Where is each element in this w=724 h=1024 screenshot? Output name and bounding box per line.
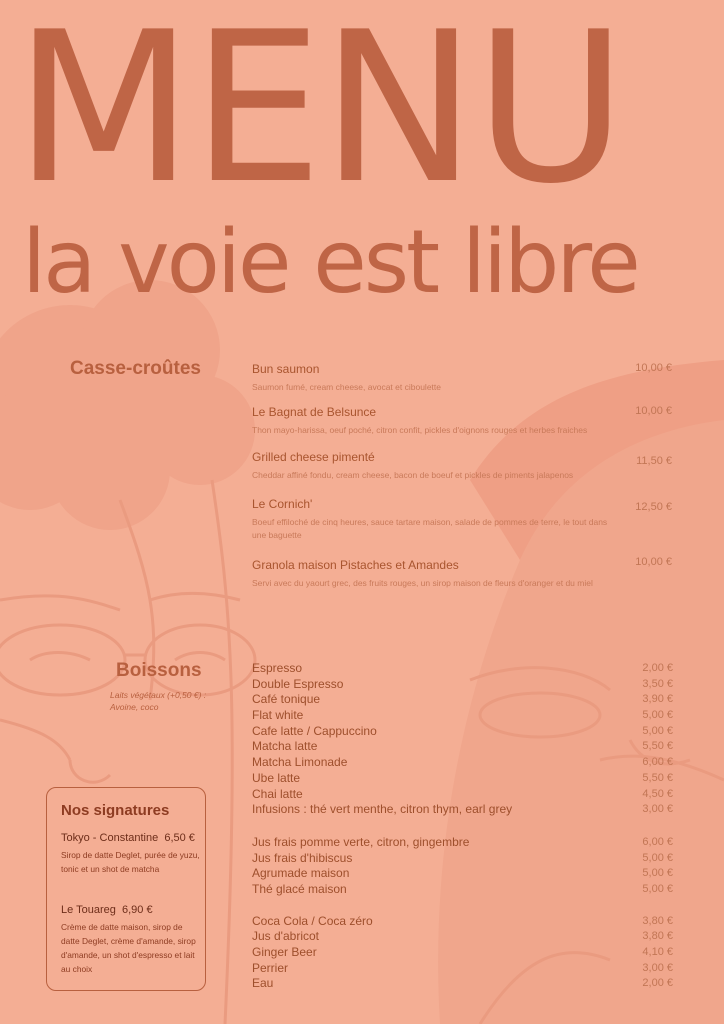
signature-description: Sirop de datte Deglet, purée de yuzu, tonic et un shot de matcha	[61, 850, 200, 874]
menu-title: MENU	[14, 0, 625, 230]
item-description: Saumon fumé, cream cheese, avocat et ciboulette	[252, 382, 441, 392]
drink-price: 5,50 €	[642, 771, 673, 784]
drink-price: 5,00 €	[642, 724, 673, 737]
menu-item	[252, 450, 672, 482]
drink-price: 6,00 €	[642, 756, 673, 769]
drink-name: Café tonique	[252, 692, 321, 707]
drink-price: 2,00 €	[642, 662, 673, 674]
drink-name: Matcha latte	[252, 739, 318, 754]
drink-price: 6,00 €	[642, 835, 673, 848]
drink-row	[252, 976, 673, 992]
drink-name: Flat white	[252, 708, 304, 723]
drink-name: Perrier	[252, 960, 289, 975]
drink-row	[252, 802, 673, 818]
drink-row	[252, 945, 673, 961]
item-price: 10,00 €	[635, 362, 672, 374]
menu-subtitle: la voie est libre	[22, 211, 638, 313]
drink-name: Coca Cola / Coca zéro	[252, 913, 373, 928]
drink-price: 3,90 €	[642, 693, 673, 706]
item-name: Le Bagnat de Belsunce	[252, 405, 377, 419]
drink-price: 3,00 €	[642, 803, 673, 816]
item-price: 10,00 €	[635, 405, 672, 417]
signature-name-text: Le Touareg	[61, 904, 116, 916]
menu-item	[252, 405, 672, 437]
drink-price: 3,50 €	[642, 677, 673, 690]
drink-row	[252, 708, 673, 724]
drink-row	[252, 787, 673, 803]
drink-row	[252, 771, 673, 787]
drink-row	[252, 851, 673, 867]
drink-price: 4,50 €	[642, 787, 673, 800]
drink-row	[252, 929, 673, 945]
drink-row	[252, 692, 673, 708]
plant-milk-note	[110, 689, 206, 713]
item-description: Thon mayo-harissa, oeuf poché, citron confit, pickles d'oignons rouges et herbes fraiches	[252, 425, 588, 435]
drink-name: Ginger Beer	[252, 945, 317, 959]
drink-price: 2,00 €	[642, 977, 673, 990]
section-title-drinks: Boissons	[116, 660, 202, 681]
drink-name: Eau	[252, 976, 274, 991]
drink-price: 3,80 €	[642, 930, 673, 943]
menu-item	[252, 362, 672, 394]
signature-price: 6,50 €	[164, 832, 195, 844]
drink-row	[252, 882, 673, 898]
item-description: Cheddar affiné fondu, cream cheese, bacon de boeuf et pickles de piments jalapenos	[252, 470, 574, 480]
item-name: Granola maison Pistaches et Amandes	[252, 558, 459, 572]
item-price: 10,00 €	[635, 556, 672, 568]
drink-price: 3,80 €	[642, 914, 673, 927]
drink-price: 5,50 €	[642, 740, 673, 753]
item-name: Le Cornich'	[252, 497, 313, 511]
item-price: 11,50 €	[636, 455, 672, 467]
item-name: Bun saumon	[252, 362, 320, 376]
drink-price: 3,00 €	[642, 961, 673, 974]
section-title-snacks: Casse-croûtes	[70, 358, 201, 379]
drink-row	[252, 739, 673, 755]
signature-price: 6,90 €	[121, 904, 153, 916]
drink-row	[252, 661, 673, 677]
drink-name: Chai latte	[252, 786, 303, 801]
drink-name: Infusions : thé vert menthe, citron thym, earl grey	[252, 802, 513, 817]
signatures-box	[46, 787, 206, 991]
drink-price: 5,00 €	[642, 882, 673, 895]
menu-item	[252, 558, 672, 590]
drink-row	[252, 755, 673, 771]
signatures-title: Nos signatures	[61, 802, 170, 819]
group-spacer	[252, 818, 673, 835]
menu-item	[252, 497, 672, 542]
plant-milk-note-line1: Laits végétaux (+0,50 €) :	[110, 690, 207, 700]
drink-name: Espresso	[252, 661, 303, 675]
drink-row	[252, 677, 673, 693]
item-description: Boeuf effiloché de cinq heures, sauce tartare maison, salade de pommes de terre, le tout dans une baguette	[252, 517, 608, 540]
drink-row	[252, 866, 673, 882]
drink-name: Agrumade maison	[252, 866, 350, 881]
item-description: Servi avec du yaourt grec, des fruits rouges, un sirop maison de fleurs d'oranger et du miel	[252, 578, 593, 588]
signature-name	[61, 832, 201, 844]
drink-name: Cafe latte / Cappuccino	[252, 723, 377, 738]
drink-row	[252, 835, 673, 851]
drink-name: Thé glacé maison	[252, 881, 347, 896]
group-spacer	[252, 898, 673, 914]
plant-milk-note-line2: Avoine, coco	[110, 702, 159, 712]
drink-price: 5,00 €	[642, 709, 673, 722]
drink-name: Jus frais pomme verte, citron, gingembre	[252, 834, 470, 849]
signature-description: Crème de datte maison, sirop de datte Deglet, crème d'amande, sirop d'amande, un shot d'espresso et lait au choix	[61, 922, 196, 974]
drink-name: Matcha Limonade	[252, 755, 348, 770]
drink-name: Jus d'abricot	[252, 929, 319, 944]
signature-item	[61, 904, 201, 976]
drink-row	[252, 724, 673, 740]
signature-name-text: Tokyo - Constantine	[61, 832, 159, 844]
drink-price: 4,10 €	[642, 946, 673, 958]
drink-name: Jus frais d'hibiscus	[252, 850, 353, 865]
drink-price: 5,00 €	[642, 867, 673, 880]
drink-name: Ube latte	[252, 770, 301, 785]
drink-price: 5,00 €	[642, 851, 673, 864]
drink-row	[252, 914, 673, 930]
signature-name	[61, 904, 201, 916]
drink-row	[252, 961, 673, 977]
drinks-list	[252, 661, 673, 992]
signature-item	[61, 832, 201, 876]
item-name: Grilled cheese pimenté	[252, 450, 375, 464]
item-price: 12,50 €	[635, 501, 672, 513]
drink-name: Double Espresso	[252, 676, 344, 691]
